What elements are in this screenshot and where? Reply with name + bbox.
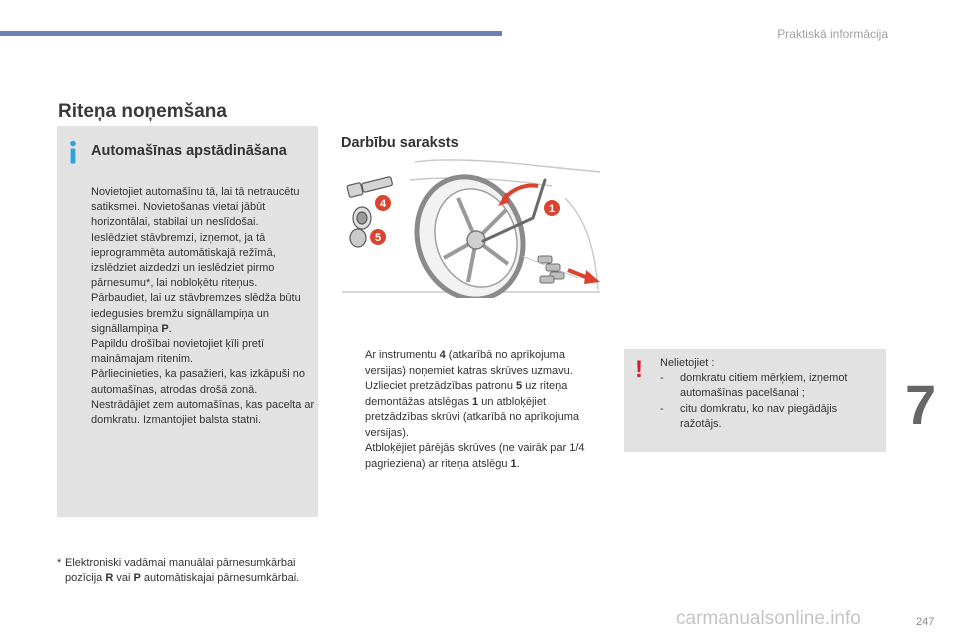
warning-body	[660, 356, 880, 432]
gear-p-letter: P	[133, 571, 141, 584]
step-ref: 4	[439, 349, 446, 361]
callout-1	[544, 200, 560, 216]
svg-text:4: 4	[379, 198, 387, 210]
gear-r-letter: R	[105, 571, 114, 584]
list-item	[341, 441, 606, 472]
svg-text:5: 5	[374, 232, 382, 244]
step-ref: 1	[510, 457, 517, 470]
step-ref: 5	[516, 380, 523, 392]
info-paragraph: Novietojiet automašīnu tā, lai tā netraucētu satiksmei. Novietošanas vietai jābūt horizontālai, stabilai un neslīdošai.	[91, 186, 300, 229]
info-paragraph-tail: .	[168, 322, 172, 335]
removed-bolts	[538, 256, 564, 283]
removal-arrowhead-icon	[584, 270, 600, 284]
dash-marker: -	[660, 402, 664, 415]
header-accent-bar	[0, 31, 502, 36]
info-paragraph: Papildu drošībai novietojiet ķīli pretī maināmajam ritenim.	[91, 338, 265, 366]
park-position-letter: P	[161, 322, 169, 335]
info-box-body	[91, 185, 316, 428]
warning-item-text: citu domkratu, ko nav piegādājis ražotājs.	[680, 402, 838, 430]
info-paragraph: Pārliecinieties, ka pasažieri, kas izkāpuši no automašīnas, atrodas drošā zonā.	[91, 368, 305, 396]
footnote-part: Elektroniski vadāmai manuālai pārnesumkārbai pozīcija	[65, 557, 296, 584]
list-item	[341, 348, 606, 379]
list-item	[660, 402, 880, 432]
info-box-title: Automašīnas apstādināšana	[91, 143, 287, 159]
info-paragraph-text: Pārbaudiet, lai uz stāvbremzes slēdža būtu iedegusies bremžu signāllampiņa un signāllampiņa	[91, 292, 301, 335]
page-title: Riteņa noņemšana	[58, 101, 227, 122]
svg-text:1: 1	[548, 203, 556, 215]
checklist-title: Darbību saraksts	[341, 135, 459, 151]
footnote-part: automātiskajai pārnesumkārbai.	[140, 571, 300, 584]
step-text: Atbloķējiet pārējās skrūves (ne vairāk par 1/4 pagrieziena) ar riteņa atslēgu	[365, 442, 585, 470]
callout-5	[370, 229, 386, 245]
footnote-text	[57, 556, 317, 585]
warning-icon: !	[635, 356, 643, 383]
info-paragraph	[91, 291, 316, 337]
list-item	[341, 379, 606, 441]
step-text: un atbloķējiet pretzādzības skrūvi (atkarībā no aprīkojuma versijas).	[365, 395, 579, 439]
info-box	[57, 126, 318, 517]
footnote-part: vai	[113, 571, 134, 584]
wheel	[401, 163, 538, 298]
socket-tool	[347, 176, 393, 197]
step-text: uz riteņa demontāžas atslēgas	[365, 380, 568, 408]
step-ref: 1	[472, 395, 479, 408]
removal-arrow-icon	[568, 270, 588, 278]
step-text: Uzlieciet pretzādzības patronu	[365, 380, 517, 392]
step-text: (atkarībā no aprīkojuma versijas) noņemiet katras skrūves uzmavu.	[365, 349, 573, 377]
anti-theft-adapter	[350, 207, 371, 247]
info-paragraph: Ieslēdziet stāvbremzi, izņemot, ja tā ieprogrammēta automātiskajā režīmā, izslēdziet aizdedzi un ieslēdziet pirmo pārnesumu*, lai nobloķētu riteņus.	[91, 231, 276, 290]
footnote-star: *	[57, 557, 62, 569]
warning-lead: Nelietojiet :	[660, 357, 715, 369]
info-paragraph: Nestrādājiet zem automašīnas, kas pacelta ar domkratu. Izmantojiet balsta statni.	[91, 398, 315, 427]
section-header: Praktiskā informācija	[777, 27, 888, 41]
step-text: Ar instrumentu	[365, 349, 440, 361]
callout-4	[375, 195, 391, 211]
warning-item-text: domkratu citiem mērķiem, izņemot automašīnas pacelšanai ;	[680, 372, 848, 400]
warning-box	[624, 349, 886, 452]
footnote	[57, 556, 317, 585]
page-number: 247	[916, 616, 935, 628]
wheel-removal-illustration	[340, 158, 602, 298]
step-text: .	[516, 457, 520, 470]
watermark: carmanualsonline.info	[676, 608, 861, 629]
checklist-steps	[341, 348, 606, 472]
list-item	[660, 371, 880, 401]
info-icon	[66, 140, 80, 164]
chapter-number: 7	[905, 373, 937, 436]
dash-marker: -	[660, 372, 664, 385]
